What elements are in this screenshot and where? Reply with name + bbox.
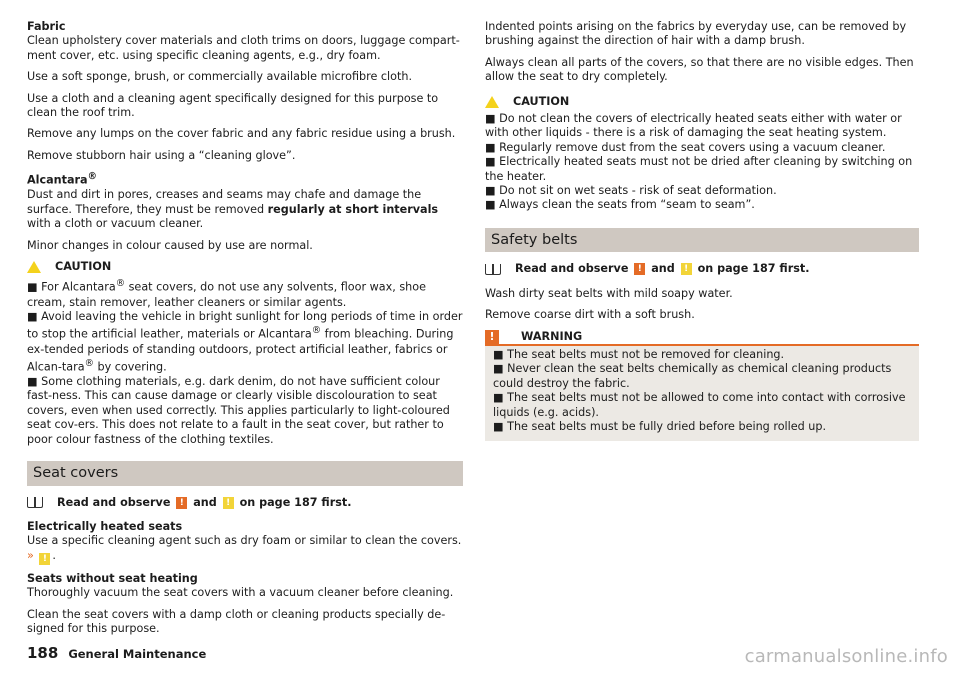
safety-belts-title: Safety belts [485,228,919,252]
caution-triangle-icon [27,261,41,273]
fabric-para-3: Use a cloth and a cleaning agent specifically designed for this purpose to clean the roof trim. [27,91,439,120]
fabric-para-1: Clean upholstery cover materials and cloth trims on doors, luggage compart-ment cover, etc. using specific cleaning agents, e.g., dry foam. [27,34,460,62]
caution-right-2: ■ Regularly remove dust from the seat covers using a vacuum cleaner. [485,140,886,154]
left-column [27,20,463,643]
alc-text-c: with a cloth or vacuum cleaner. [27,217,204,231]
caution-label: CAUTION [513,94,570,108]
alc-text-bold: regularly at short intervals [267,202,439,216]
right-para-1: Indented points arising on the fabrics by everyday use, can be removed by brushing against the direction of hair with a damp brush. [485,20,907,48]
caution-item-2 [27,310,463,375]
fabric-heading: Fabric [27,20,66,33]
registered-mark: ® [87,171,97,183]
ref-and: and [651,262,675,276]
caution-item-3: ■ Some clothing materials, e.g. dark denim, do not have sufficient colour fast-ness. This can cause damage or clearly visible discolouration to seat covers, even when used correctly. This applies particularly to light-coloured seat cov-ers. This does not relate to a fault in the seat cover, but rather to poor colour fastness of the clothing textiles. [27,375,450,446]
heated-seats-para: Use a specific cleaning agent such as dry foam or similar to clean the covers. » ! . [27,534,462,564]
book-icon [485,264,501,275]
warning-item-4: ■ The seat belts must be fully dried before being rolled up. [493,419,827,433]
caution-ref-icon[interactable]: ! [223,497,234,509]
caution-item-1 [27,277,463,310]
caution-right-3: ■ Electrically heated seats must not be dried after cleaning by switching on the heater. [485,155,913,183]
alcantara-para-2: Minor changes in colour caused by use are normal. [27,238,313,252]
warning-item-1: ■ The seat belts must not be removed for cleaning. [493,347,785,361]
warning-ref-icon[interactable]: ! [176,497,187,509]
fabric-para-4: Remove any lumps on the cover fabric and any fabric residue using a brush. [27,127,456,141]
heated-seats-text: Use a specific cleaning agent such as dry foam or similar to clean the covers. [27,534,462,548]
registered-mark: ® [311,325,322,337]
footer-section: General Maintenance [68,647,207,661]
alcantara-heading [27,170,463,188]
ref-text-b[interactable]: on page 187 first. [697,262,810,276]
belts-para-1: Wash dirty seat belts with mild soapy water. [485,286,733,300]
caution-header [27,260,463,274]
heated-seats-heading: Electrically heated seats [27,519,183,533]
chevron-link-icon[interactable]: » [27,548,34,562]
fabric-para-2: Use a soft sponge, brush, or commercially available microfibre cloth. [27,70,413,84]
registered-mark: ® [115,278,126,290]
warning-ref-icon[interactable]: ! [634,263,645,275]
safety-belts-reference [485,262,919,276]
ref-text-a: Read and observe [515,262,629,276]
caution-right-5: ■ Always clean the seats from “seam to seam”. [485,198,755,212]
alcantara-heading-text: Alcantara [27,173,88,187]
caution-right-1: ■ Do not clean the covers of electrically heated seats either with water or with other liquids - there is a risk of damaging the seat heating system. [485,112,902,140]
no-heating-heading: Seats without seat heating [27,571,198,585]
registered-mark: ® [84,357,94,369]
alc-text-a: Dust and dirt in pores, creases and seams may chafe and damage the surface. Therefore, they must be removed [27,188,422,216]
caution-ref-icon[interactable]: ! [39,553,50,565]
caution-2a: ■ Avoid leaving the vehicle in bright sunlight for long periods of time in order to stop the artificial leather, materials or Alcantara [27,309,463,342]
right-para-2: Always clean all parts of the covers, so that there are no visible edges. Then allow the seat to dry completely. [485,55,914,84]
warning-header [485,330,919,346]
belts-para-2: Remove coarse dirt with a soft brush. [485,308,695,322]
warning-item-2: ■ Never clean the seat belts chemically as chemical cleaning products could destroy the fabric. [493,362,892,390]
caution-label: CAUTION [55,260,112,274]
warning-item-3: ■ The seat belts must not be allowed to come into contact with corrosive liquids (e.g. acids). [493,391,906,419]
watermark: carmanualsonline.info [744,646,948,667]
warning-exclamation-icon: ! [485,330,499,344]
caution-right-4: ■ Do not sit on wet seats - risk of seat deformation. [485,184,777,198]
caution-triangle-icon [485,96,499,108]
ref-text-a: Read and observe [57,495,171,509]
warning-content [485,346,919,434]
fabric-para-5: Remove stubborn hair using a “cleaning glove”. [27,148,296,162]
caution-header-right [485,95,919,109]
seat-covers-reference [27,496,463,510]
caution-2b: from bleaching. During ex-tended periods of standing outdoors, protect artificial leather, fabrics or Alcan-tara [27,328,454,374]
caution-ref-icon[interactable]: ! [681,263,692,275]
no-heating-para-1: Thoroughly vacuum the seat covers with a vacuum cleaner before cleaning. [27,586,454,600]
page-footer [27,644,206,662]
caution-2c: by covering. [93,360,167,374]
no-heating-para-2: Clean the seat covers with a damp cloth or cleaning products specially de-signed for this purpose. [27,607,446,635]
right-column [485,20,919,441]
ref-text-b[interactable]: on page 187 first. [239,495,352,509]
page-number: 188 [27,644,59,662]
caution-1a: ■ For Alcantara [27,281,116,295]
seat-covers-title: Seat covers [27,461,463,485]
caution-1b: seat covers, do not use any solvents, floor wax, shoe cream, stain remover, leather cleaners or similar agents. [27,281,426,309]
warning-box [485,330,919,442]
ref-and: and [193,495,217,509]
book-icon [27,497,43,508]
warning-label: WARNING [521,329,583,343]
alcantara-para-1 [27,188,463,231]
